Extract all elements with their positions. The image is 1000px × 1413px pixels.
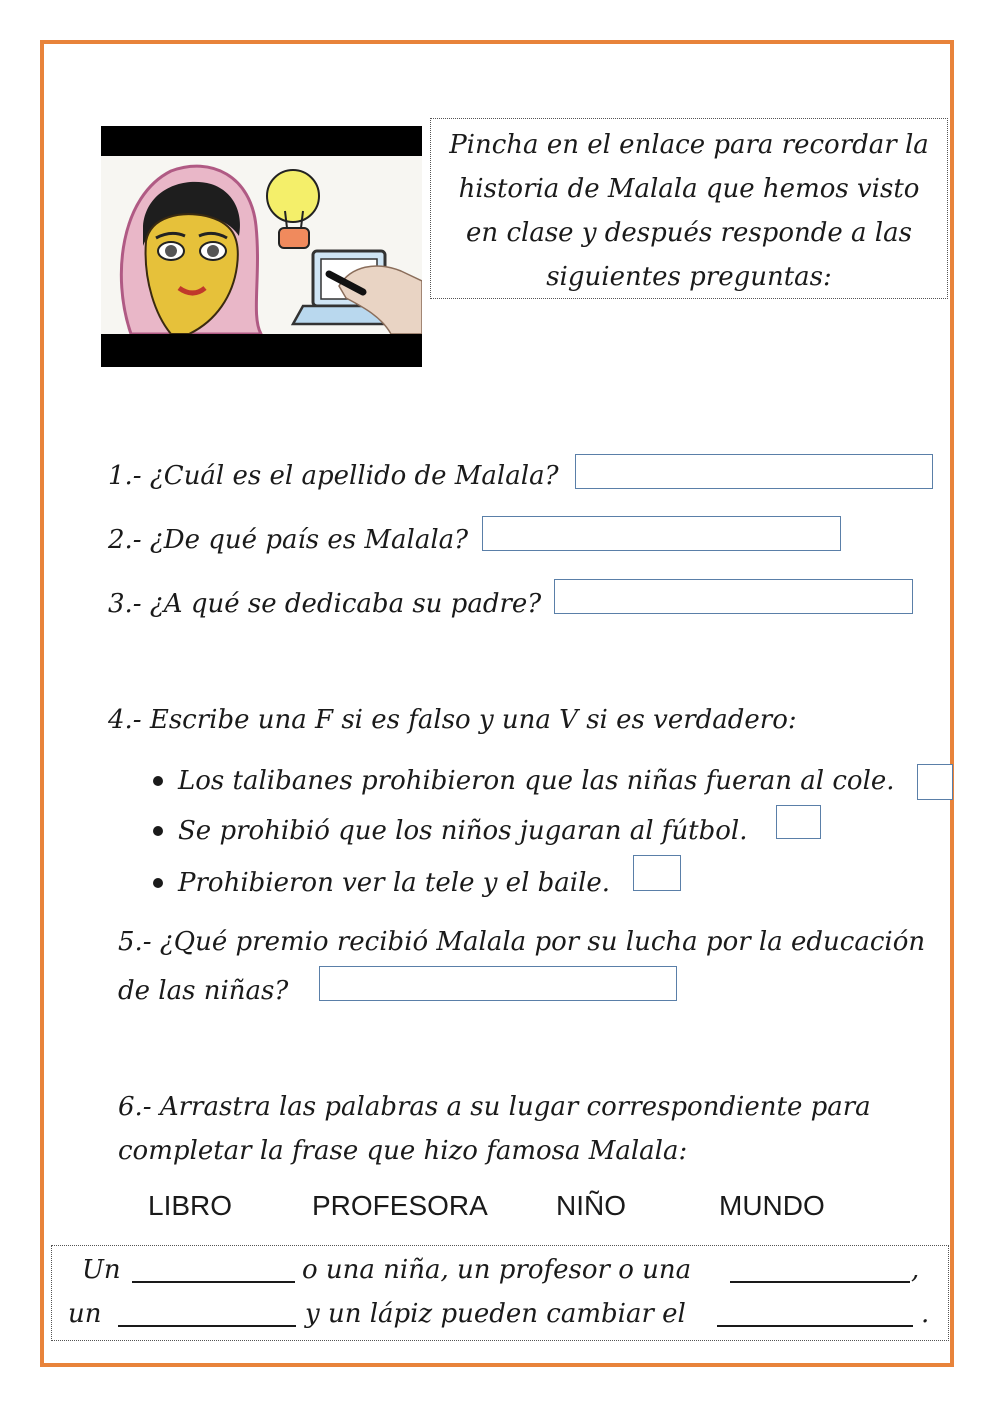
malala-drawing-icon	[101, 156, 422, 334]
question-6-line-1: 6.- Arrastra las palabras a su lugar correspondiente para	[118, 1092, 871, 1122]
question-3: 3.- ¿A qué se dedicaba su padre?	[108, 589, 542, 619]
answer-3-input[interactable]	[554, 579, 913, 614]
instructions-line: en clase y después responde a las	[466, 218, 912, 248]
statement-2: Se prohibió que los niños jugaran al fútbol.	[178, 816, 748, 846]
bullet-icon	[153, 776, 163, 786]
answer-2-input[interactable]	[482, 516, 841, 551]
statement-1: Los talibanes prohibieron que las niñas fueran al cole.	[178, 766, 895, 796]
question-5-line-2: de las niñas?	[118, 976, 289, 1006]
answer-5-input[interactable]	[319, 966, 677, 1001]
phrase-text: ,	[911, 1255, 920, 1285]
phrase-text: y un lápiz pueden cambiar el	[305, 1299, 686, 1329]
instructions-line: Pincha en el enlace para recordar la	[449, 130, 929, 160]
instructions-box	[430, 118, 948, 299]
question-6-line-2: completar la frase que hizo famosa Malala:	[118, 1136, 688, 1166]
bullet-icon	[153, 878, 163, 888]
question-4: 4.- Escribe una F si es falso y una V si es verdadero:	[108, 705, 797, 735]
question-2: 2.- ¿De qué país es Malala?	[108, 525, 469, 555]
statement-3: Prohibieron ver la tele y el baile.	[178, 868, 611, 898]
bullet-icon	[153, 826, 163, 836]
answer-1-input[interactable]	[575, 454, 933, 489]
draggable-word-nino[interactable]: NIÑO	[556, 1190, 626, 1221]
question-1: 1.- ¿Cuál es el apellido de Malala?	[108, 461, 559, 491]
video-thumbnail[interactable]	[101, 126, 422, 367]
statement-1-answer-box[interactable]	[917, 764, 953, 800]
video-frame	[101, 156, 422, 334]
drop-blank-1[interactable]	[132, 1281, 295, 1283]
statement-2-answer-box[interactable]	[776, 805, 821, 839]
phrase-text: Un	[82, 1255, 121, 1285]
draggable-word-profesora[interactable]: PROFESORA	[312, 1190, 488, 1221]
instructions-line: historia de Malala que hemos visto	[458, 174, 920, 204]
instructions-line: siguientes preguntas:	[546, 262, 832, 292]
drop-blank-2[interactable]	[730, 1281, 910, 1283]
phrase-text: .	[921, 1299, 930, 1329]
statement-3-answer-box[interactable]	[633, 855, 681, 891]
phrase-text: un	[68, 1299, 102, 1329]
phrase-text: o una niña, un profesor o una	[302, 1255, 692, 1285]
draggable-word-mundo[interactable]: MUNDO	[719, 1190, 825, 1221]
drop-blank-3[interactable]	[118, 1325, 296, 1327]
drop-blank-4[interactable]	[717, 1325, 913, 1327]
question-5-line-1: 5.- ¿Qué premio recibió Malala por su lucha por la educación	[118, 927, 926, 957]
draggable-word-libro[interactable]: LIBRO	[148, 1190, 233, 1221]
